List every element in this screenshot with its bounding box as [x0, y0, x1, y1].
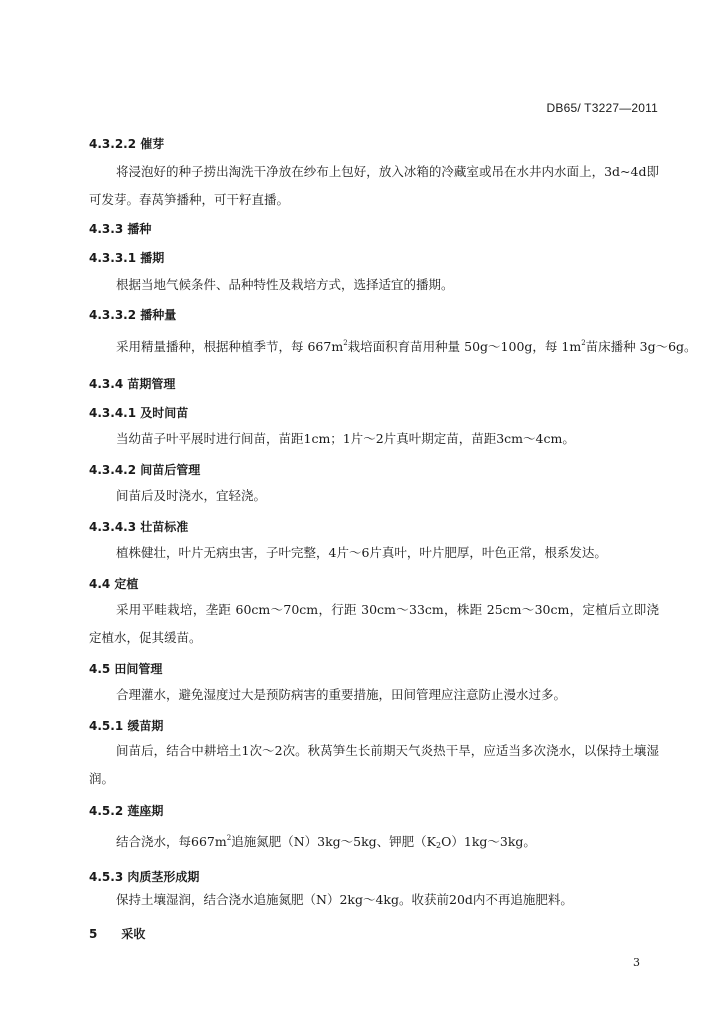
paragraph-after-thinning: 间苗后及时浇水，宜轻浇。: [116, 488, 267, 503]
paragraph-sowing-period: 根据当地气候条件、品种特性及栽培方式，选择适宜的播期。: [116, 277, 454, 292]
heading-4-5-3: 4.5.3 肉质茎形成期: [89, 870, 200, 884]
standard-code: DB65/ T3227—2011: [546, 101, 658, 115]
paragraph-recovery-stage: 间苗后，结合中耕培土1次～2次。秋莴笋生长前期天气炎热干旱，应适当多次浇水，以保持土壤湿润。: [89, 743, 659, 786]
heading-4-3-3: 4.3.3 播种: [89, 222, 152, 236]
page-number: 3: [633, 956, 640, 969]
heading-4-4: 4.4 定植: [89, 577, 139, 591]
heading-4-5-1: 4.5.1 缓苗期: [89, 719, 164, 733]
heading-4-3-3-1: 4.3.3.1 播期: [89, 251, 165, 265]
paragraph-field-management: 合理灌水，避免湿度过大是预防病害的重要措施，田间管理应注意防止漫水过多。: [116, 687, 567, 702]
heading-4-3-4-1: 4.3.4.1 及时间苗: [89, 406, 189, 420]
heading-4-5-2: 4.5.2 莲座期: [89, 804, 164, 818]
paragraph-transplanting: 采用平畦栽培，垄距 60cm～70cm，行距 30cm～33cm，株距 25cm～30cm，定植后立即浇定植水，促其缓苗。: [89, 602, 659, 645]
heading-4-5: 4.5 田间管理: [89, 662, 163, 676]
heading-5: 5 采收: [89, 927, 146, 941]
paragraph-rosette-stage: 结合浇水，每$667m^2$追施氮肥（N）3kg～5kg、钾肥$(K_2O)1kg\sim 3kg$。: [116, 834, 536, 850]
paragraph-sowing-amount: 采用精量播种，根据种植季节，每 $667m^2$栽培面积育苗用种量 50g～100g，每 $1m^2$苗床播种 3g～6g。: [116, 339, 697, 354]
heading-4-3-4-3: 4.3.4.3 壮苗标准: [89, 520, 189, 534]
paragraph-germination: 将浸泡好的种子捞出淘洗干净放在纱布上包好，放入冰箱的冷藏室或吊在水井内水面上，3d~4d即可发芽。春莴笋播种，可干籽直播。: [89, 164, 659, 207]
heading-4-3-2-2: 4.3.2.2 催芽: [89, 137, 165, 151]
heading-4-3-4-2: 4.3.4.2 间苗后管理: [89, 463, 201, 477]
heading-4-3-3-2: 4.3.3.2 播种量: [89, 308, 177, 322]
paragraph-stem-formation: 保持土壤湿润，结合浇水追施氮肥（N）2kg～4kg。收获前20d内不再追施肥料。: [116, 892, 573, 907]
paragraph-strong-seedling: 植株健壮，叶片无病虫害，子叶完整，4片～6片真叶，叶片肥厚，叶色正常，根系发达。: [116, 545, 607, 560]
heading-4-3-4: 4.3.4 苗期管理: [89, 377, 176, 391]
paragraph-thinning: 当幼苗子叶平展时进行间苗，苗距1cm；1片～2片真叶期定苗，苗距3cm～4cm。: [116, 431, 575, 446]
